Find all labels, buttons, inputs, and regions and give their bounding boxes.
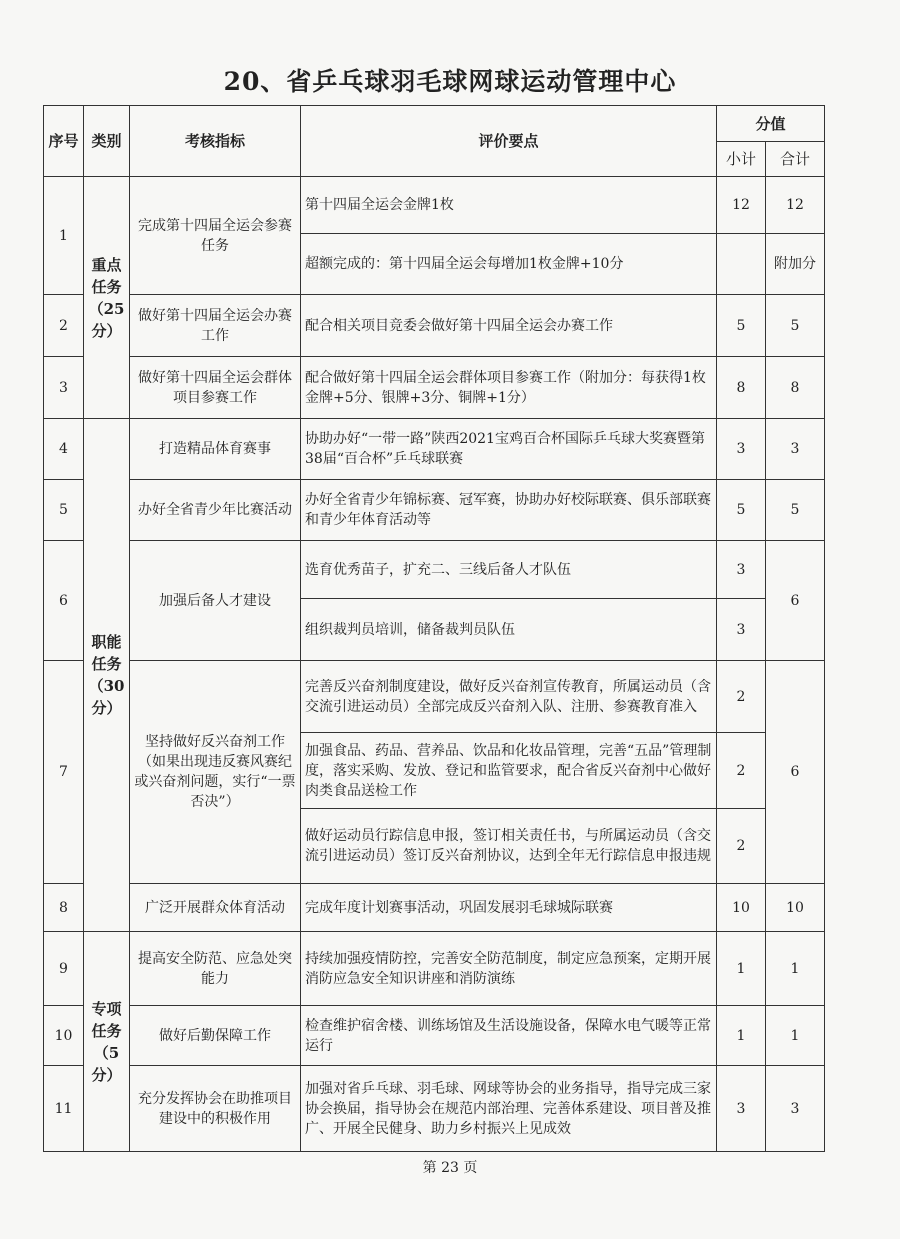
total-cell: 8 (766, 357, 825, 419)
total-cell: 1 (766, 1006, 825, 1066)
header-score: 分值 (717, 106, 825, 142)
assessment-table (43, 105, 825, 1152)
point-cell: 持续加强疫情防控，完善安全防范制度，制定应急预案，定期开展消防应急安全知识讲座和消防演练 (301, 932, 717, 1006)
table-row (44, 295, 825, 357)
row-seq: 6 (44, 541, 84, 661)
indicator-cell: 广泛开展群众体育活动 (130, 884, 301, 932)
indicator-cell: 完成第十四届全运会参赛任务 (130, 177, 301, 295)
indicator-cell: 充分发挥协会在助推项目建设中的积极作用 (130, 1066, 301, 1152)
header-category: 类别 (84, 106, 130, 177)
table-row (44, 480, 825, 541)
point-cell: 做好运动员行踪信息申报，签订相关责任书，与所属运动员（含交流引进运动员）签订反兴奋剂协议，达到全年无行踪信息申报违规 (301, 809, 717, 884)
subtotal-cell: 5 (717, 295, 766, 357)
table-row (44, 1006, 825, 1066)
table-row (44, 932, 825, 1006)
row-seq: 10 (44, 1006, 84, 1066)
row-seq: 2 (44, 295, 84, 357)
point-cell: 协助办好“一带一路”陕西2021宝鸡百合杯国际乒乓球大奖赛暨第38届“百合杯”乒乓球联赛 (301, 419, 717, 480)
row-seq: 1 (44, 177, 84, 295)
category-cell: 专项任务（5分） (84, 932, 130, 1152)
table-row (44, 1066, 825, 1152)
total-cell: 3 (766, 419, 825, 480)
subtotal-cell: 2 (717, 661, 766, 733)
total-cell: 12 (766, 177, 825, 234)
header-subtotal: 小计 (717, 142, 766, 177)
total-cell: 10 (766, 884, 825, 932)
table-row (44, 177, 825, 234)
point-cell: 配合做好第十四届全运会群体项目参赛工作（附加分：每获得1枚金牌+5分、银牌+3分、铜牌+1分） (301, 357, 717, 419)
point-cell: 超额完成的：第十四届全运会每增加1枚金牌+10分 (301, 234, 717, 295)
subtotal-cell: 12 (717, 177, 766, 234)
table-row (44, 661, 825, 733)
row-seq: 9 (44, 932, 84, 1006)
point-cell: 检查维护宿舍楼、训练场馆及生活设施设备，保障水电气暖等正常运行 (301, 1006, 717, 1066)
subtotal-cell: 3 (717, 419, 766, 480)
row-seq: 11 (44, 1066, 84, 1152)
point-cell: 选育优秀苗子，扩充二、三线后备人才队伍 (301, 541, 717, 599)
subtotal-cell: 10 (717, 884, 766, 932)
subtotal-cell: 5 (717, 480, 766, 541)
total-cell: 5 (766, 295, 825, 357)
point-cell: 组织裁判员培训，储备裁判员队伍 (301, 599, 717, 661)
category-cell: 职能任务（30分） (84, 419, 130, 932)
header-seq: 序号 (44, 106, 84, 177)
row-seq: 7 (44, 661, 84, 884)
indicator-cell: 做好后勤保障工作 (130, 1006, 301, 1066)
row-seq: 4 (44, 419, 84, 480)
subtotal-cell: 1 (717, 1006, 766, 1066)
total-cell: 6 (766, 661, 825, 884)
indicator-cell: 做好第十四届全运会群体项目参赛工作 (130, 357, 301, 419)
subtotal-cell: 1 (717, 932, 766, 1006)
subtotal-cell (717, 234, 766, 295)
extra-points-cell: 附加分 (766, 234, 825, 295)
point-cell: 配合相关项目竞委会做好第十四届全运会办赛工作 (301, 295, 717, 357)
subtotal-cell: 2 (717, 733, 766, 809)
point-cell: 完成年度计划赛事活动，巩固发展羽毛球城际联赛 (301, 884, 717, 932)
table-row (44, 357, 825, 419)
subtotal-cell: 2 (717, 809, 766, 884)
table-row (44, 419, 825, 480)
point-cell: 加强食品、药品、营养品、饮品和化妆品管理，完善“五品”管理制度，落实采购、发放、登记和监管要求，配合省反兴奋剂中心做好肉类食品送检工作 (301, 733, 717, 809)
subtotal-cell: 3 (717, 599, 766, 661)
indicator-cell: 办好全省青少年比赛活动 (130, 480, 301, 541)
row-seq: 3 (44, 357, 84, 419)
table-row (44, 884, 825, 932)
header-points: 评价要点 (301, 106, 717, 177)
indicator-cell: 坚持做好反兴奋剂工作（如果出现违反赛风赛纪或兴奋剂问题，实行“一票否决”） (130, 661, 301, 884)
point-cell: 加强对省乒乓球、羽毛球、网球等协会的业务指导，指导完成三家协会换届，指导协会在规范内部治理、完善体系建设、项目普及推广、开展全民健身、助力乡村振兴上见成效 (301, 1066, 717, 1152)
header-total: 合计 (766, 142, 825, 177)
indicator-cell: 做好第十四届全运会办赛工作 (130, 295, 301, 357)
indicator-cell: 加强后备人才建设 (130, 541, 301, 661)
total-cell: 3 (766, 1066, 825, 1152)
indicator-cell: 打造精品体育赛事 (130, 419, 301, 480)
header-indicator: 考核指标 (130, 106, 301, 177)
point-cell: 第十四届全运会金牌1枚 (301, 177, 717, 234)
page-number: 第 23 页 (422, 1160, 478, 1176)
subtotal-cell: 8 (717, 357, 766, 419)
row-seq: 8 (44, 884, 84, 932)
subtotal-cell: 3 (717, 541, 766, 599)
page-title: 20、省乒乓球羽毛球网球运动管理中心 (223, 67, 677, 96)
total-cell: 5 (766, 480, 825, 541)
total-cell: 1 (766, 932, 825, 1006)
table-row (44, 541, 825, 599)
row-seq: 5 (44, 480, 84, 541)
point-cell: 办好全省青少年锦标赛、冠军赛，协助办好校际联赛、俱乐部联赛和青少年体育活动等 (301, 480, 717, 541)
category-cell: 重点任务（25分） (84, 177, 130, 419)
total-cell: 6 (766, 541, 825, 661)
indicator-cell: 提高安全防范、应急处突能力 (130, 932, 301, 1006)
point-cell: 完善反兴奋剂制度建设，做好反兴奋剂宣传教育，所属运动员（含交流引进运动员）全部完成反兴奋剂入队、注册、参赛教育准入 (301, 661, 717, 733)
subtotal-cell: 3 (717, 1066, 766, 1152)
